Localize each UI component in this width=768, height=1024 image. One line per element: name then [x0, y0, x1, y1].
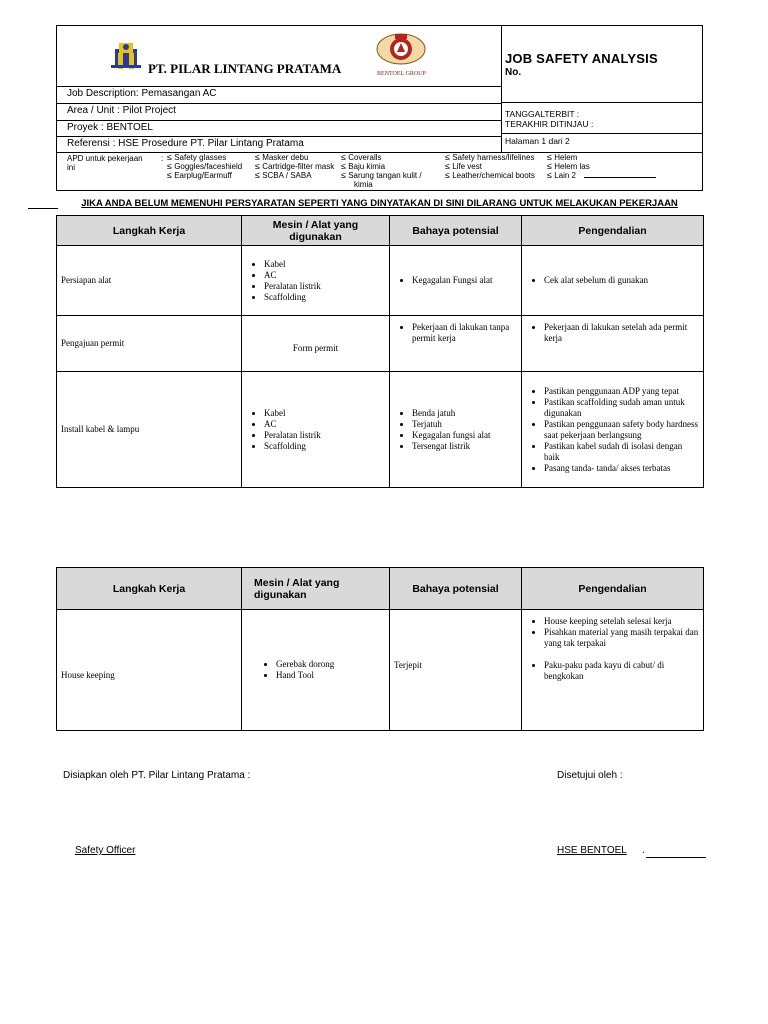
list-item: • Peralatan listrik — [264, 430, 385, 441]
hse-suffix: . — [642, 845, 645, 856]
apd-check-col5 — [547, 153, 656, 180]
apd-item: Sarung tangan kulit / — [348, 171, 422, 180]
list-item: • Pastikan scaffolding sudah aman untuk digunakan — [544, 397, 699, 419]
controls-cell — [522, 316, 704, 372]
step-cell: House keeping — [57, 610, 242, 731]
apd-label-line1: APD untuk pekerjaan — [67, 154, 143, 163]
hazards-cell — [390, 372, 522, 488]
bentoel-logo-text: BENTOEL GROUP — [377, 71, 426, 77]
list-item: • Terjatuh — [412, 419, 517, 430]
controls-cell — [522, 246, 704, 316]
col-header-langkah: Langkah Kerja — [57, 216, 242, 246]
jsa-table-2 — [56, 567, 704, 731]
company-name: PT. PILAR LINTANG PRATAMA — [148, 61, 342, 76]
leq-symbol: ≤ — [445, 170, 450, 180]
leq-symbol: ≤ — [341, 152, 346, 162]
approved-by: Disetujui oleh : — [557, 770, 623, 781]
doc-no-label: No. — [505, 67, 522, 78]
apd-item: Helem — [554, 153, 578, 162]
list-item: • AC — [264, 419, 385, 430]
apd-item: Safety glasses — [174, 153, 227, 162]
blank-line — [584, 177, 656, 178]
list-item: • Pisahkan material yang masih terpakai dan yang tak terpakai — [544, 627, 699, 649]
list-item: • Pekerjaan di lakukan setelah ada permit kerja — [544, 322, 699, 344]
col-header-langkah: Langkah Kerja — [57, 568, 242, 610]
leq-symbol: ≤ — [341, 170, 346, 180]
leq-symbol: ≤ — [255, 152, 260, 162]
list-item: • Pasang tanda- tanda/ akses terbatas — [544, 463, 699, 474]
bentoel-logo — [375, 31, 427, 79]
halaman: Halaman 1 dari 2 — [505, 136, 570, 146]
apd-item: Earplug/Earmuff — [174, 171, 232, 180]
apd-item: Cartridge-filter mask — [262, 162, 335, 171]
doc-title: JOB SAFETY ANALYSIS — [505, 51, 658, 66]
step-cell: Install kabel & lampu — [57, 372, 242, 488]
header-box — [56, 25, 703, 191]
list-item: • Peralatan listrik — [264, 281, 385, 292]
list-item: • Hand Tool — [276, 670, 385, 681]
apd-item: Masker debu — [262, 153, 309, 162]
list-item: • Kabel — [264, 259, 385, 270]
safety-officer-signature: Safety Officer — [75, 845, 136, 856]
leq-symbol: ≤ — [167, 170, 172, 180]
apd-item: SCBA / SABA — [262, 171, 312, 180]
controls-cell — [522, 372, 704, 488]
hazards-cell: Terjepit — [390, 610, 522, 731]
apd-check-col1 — [167, 153, 242, 180]
hazards-cell — [390, 246, 522, 316]
controls-cell — [522, 610, 704, 731]
col-header-bahaya: Bahaya potensial — [390, 568, 522, 610]
apd-item: Coveralls — [348, 153, 382, 162]
leq-symbol: ≤ — [167, 161, 172, 171]
col-header-pengendalian: Pengendalian — [522, 216, 704, 246]
leq-symbol: ≤ — [547, 161, 552, 171]
apd-check-col4 — [445, 153, 535, 180]
table-row — [57, 372, 704, 488]
warning-text: JIKA ANDA BELUM MEMENUHI PERSYARATAN SEPERTI YANG DINYATAKAN DI SINI DILARANG UNTUK MELAKUKAN PEKERJAAN — [81, 198, 678, 209]
tools-cell — [242, 610, 390, 731]
list-item: • House keeping setelah selesai kerja — [544, 616, 699, 627]
job-description: Job Description: Pemasangan AC — [67, 88, 217, 99]
list-item: • Tersengat listrik — [412, 441, 517, 452]
list-item: • Pastikan penggunaan safety body hardness saat pekerjaan berlangsung — [544, 419, 699, 441]
company-logo — [109, 39, 143, 73]
list-item: • Pastikan kabel sudah di isolasi dengan baik — [544, 441, 699, 463]
terakhir-ditinjau: TERAKHIR DITINJAU : — [505, 119, 594, 129]
leq-symbol: ≤ — [341, 161, 346, 171]
apd-item: Life vest — [452, 162, 482, 171]
col-header-pengendalian: Pengendalian — [522, 568, 704, 610]
list-item: • Gerebak dorong — [276, 659, 385, 670]
col-header-bahaya: Bahaya potensial — [390, 216, 522, 246]
apd-item: Helem las — [554, 162, 590, 171]
list-item: • Paku-paku pada kayu di cabut/ di bengkokan — [544, 660, 699, 682]
apd-item: Safety harness/lifelines — [452, 153, 535, 162]
tools-cell: Form permit — [242, 316, 390, 372]
table-row — [57, 610, 704, 731]
signature-line — [646, 857, 706, 858]
list-item: • Kegagalan Fungsi alat — [412, 275, 517, 286]
tanggal-terbit: TANGGALTERBIT : — [505, 109, 580, 119]
list-item: • Benda jatuh — [412, 408, 517, 419]
apd-label-line2: ini — [67, 163, 76, 172]
leq-symbol: ≤ — [255, 170, 260, 180]
list-item: • Scaffolding — [264, 441, 385, 452]
apd-colon: : — [161, 154, 164, 163]
apd-check-col3 — [341, 153, 422, 189]
col-header-mesin: Mesin / Alat yang digunakan — [242, 216, 390, 246]
apd-item: kimia — [354, 180, 373, 189]
apd-item: Lain 2 — [554, 171, 576, 180]
leq-symbol: ≤ — [445, 161, 450, 171]
apd-item: Baju kimia — [348, 162, 386, 171]
hazards-cell — [390, 316, 522, 372]
apd-check-col2 — [255, 153, 334, 180]
tools-cell — [242, 372, 390, 488]
proyek: Proyek : BENTOEL — [67, 122, 153, 133]
leq-symbol: ≤ — [255, 161, 260, 171]
leq-symbol: ≤ — [167, 152, 172, 162]
referensi: Referensi : HSE Prosedure PT. Pilar Lintang Pratama — [67, 138, 304, 149]
area-unit: Area / Unit : Pilot Project — [67, 105, 176, 116]
prepared-by: Disiapkan oleh PT. Pilar Lintang Pratama : — [63, 770, 251, 781]
list-item: • Pekerjaan di lakukan tanpa permit kerja — [412, 322, 517, 344]
list-item: • Scaffolding — [264, 292, 385, 303]
apd-item: Goggles/faceshield — [174, 162, 243, 171]
hse-signature: HSE BENTOEL — [557, 845, 627, 856]
list-item: • AC — [264, 270, 385, 281]
col-header-mesin: Mesin / Alat yang digunakan — [242, 568, 390, 610]
list-item: • Cek alat sebelum di gunakan — [544, 275, 699, 286]
list-item: • Pastikan penggunaan ADP yang tepat — [544, 386, 699, 397]
jsa-table-1 — [56, 215, 704, 488]
list-item: • Kegagalan fungsi alat — [412, 430, 517, 441]
list-item: • Kabel — [264, 408, 385, 419]
step-cell: Pengajuan permit — [57, 316, 242, 372]
leq-symbol: ≤ — [445, 152, 450, 162]
warning-rule — [28, 208, 58, 209]
apd-item: Leather/chemical boots — [452, 171, 535, 180]
table-row — [57, 316, 704, 372]
tools-cell — [242, 246, 390, 316]
step-cell: Persiapan alat — [57, 246, 242, 316]
leq-symbol: ≤ — [547, 170, 552, 180]
leq-symbol: ≤ — [547, 152, 552, 162]
table-row — [57, 246, 704, 316]
